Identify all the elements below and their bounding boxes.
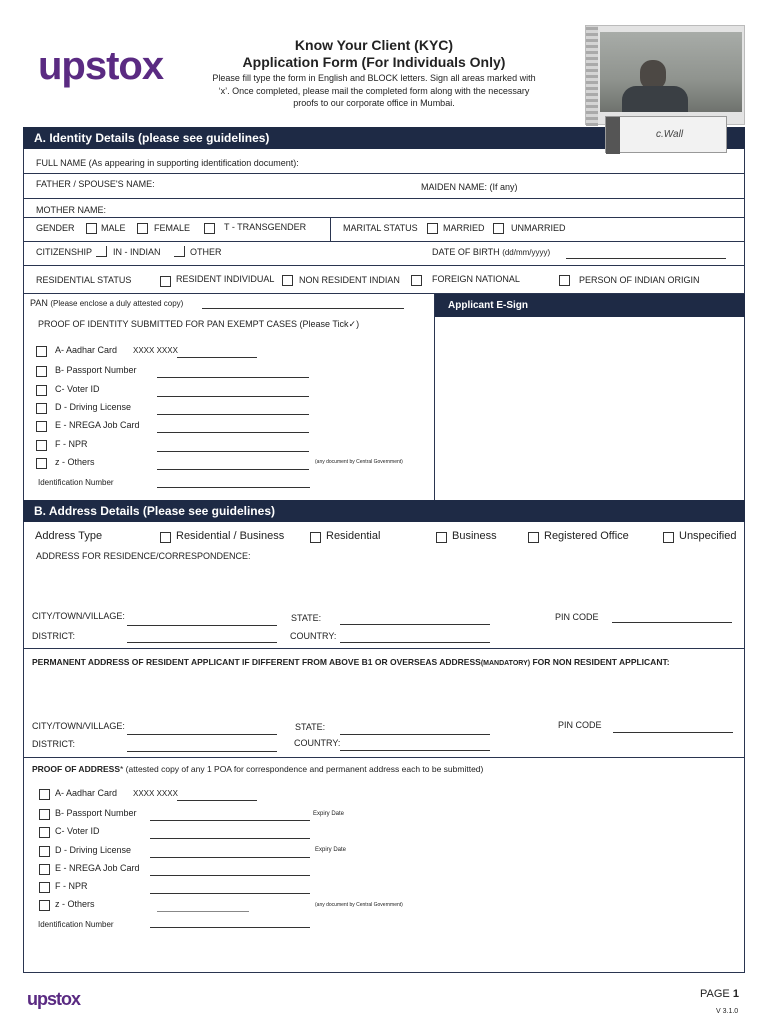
dob-label-text: DATE OF BIRTH: [432, 247, 500, 257]
pio-label: PERSON OF INDIAN ORIGIN: [579, 275, 700, 285]
photo-border-strip: [586, 26, 598, 126]
page-number: [700, 988, 739, 1000]
perm-address-mandatory: (MANDATORY): [480, 660, 531, 667]
address-proof-field[interactable]: [157, 911, 249, 912]
perm-pin-field[interactable]: [613, 732, 733, 733]
address-proof-label: A- Aadhar Card: [55, 788, 118, 798]
citizenship-label: CITIZENSHIP: [36, 247, 93, 257]
poa-note: * (attested copy of any 1 POA for correspondence and permanent address each to be submitted): [120, 764, 484, 774]
identity-proof-checkbox[interactable]: [36, 366, 47, 377]
address-type-label: Residential: [326, 530, 381, 542]
pan-field[interactable]: [202, 308, 404, 309]
address-proof-checkbox[interactable]: [39, 846, 50, 857]
address-proof-field[interactable]: [150, 893, 310, 894]
pan-note: (Please enclose a duly attested copy): [50, 299, 184, 308]
pin-label: PIN CODE: [555, 612, 599, 622]
address-proof-label: F - NPR: [55, 881, 88, 891]
others-note: (any document by Central Government): [315, 459, 403, 465]
marital-status-label: MARITAL STATUS: [343, 223, 418, 233]
resident-individual-label: RESIDENT INDIVIDUAL: [176, 274, 275, 284]
perm-address-label: [32, 657, 670, 667]
perm-state-field[interactable]: [340, 734, 490, 735]
perm-country-field[interactable]: [340, 750, 490, 751]
pin-field[interactable]: [612, 622, 732, 623]
upstox-logo: upstox: [38, 44, 164, 88]
foreign-national-checkbox[interactable]: [411, 275, 422, 286]
address-proof-checkbox[interactable]: [39, 827, 50, 838]
perm-city-label: CITY/TOWN/VILLAGE:: [32, 721, 125, 731]
address-type-checkbox[interactable]: [528, 532, 539, 543]
identity-proof-label: B- Passport Number: [55, 365, 137, 375]
citizen-other-label: OTHER: [190, 247, 222, 257]
instructions-3: proofs to our corporate office in Mumbai.: [293, 98, 455, 108]
photo-frame: [585, 25, 745, 125]
row-divider: [23, 173, 745, 174]
poa-identification-number-label: Identification Number: [38, 920, 114, 929]
perm-address-nri: FOR NON RESIDENT APPLICANT:: [530, 657, 670, 667]
address-proof-checkbox[interactable]: [39, 864, 50, 875]
foreign-national-label: FOREIGN NATIONAL: [432, 274, 520, 284]
identity-proof-label: F - NPR: [55, 439, 88, 449]
gender-female-checkbox[interactable]: [137, 223, 148, 234]
state-label: STATE:: [291, 613, 322, 623]
father-name-label: FATHER / SPOUSE'S NAME:: [36, 179, 155, 189]
form-title: Know Your Client (KYC): [294, 37, 454, 53]
perm-district-label: DISTRICT:: [32, 739, 76, 749]
gender-label: GENDER: [36, 223, 75, 233]
address-proof-field[interactable]: [177, 800, 257, 801]
pan-label: [30, 298, 183, 308]
frame-left: [23, 149, 24, 972]
address-proof-checkbox[interactable]: [39, 809, 50, 820]
identity-proof-label: A- Aadhar Card: [55, 345, 118, 355]
perm-address-text: PERMANENT ADDRESS OF RESIDENT APPLICANT IF DIFFERENT FROM ABOVE B1 OR OVERSEAS ADDRESS: [32, 657, 481, 667]
address-type-checkbox[interactable]: [436, 532, 447, 543]
identity-proof-label: E - NREGA Job Card: [55, 420, 140, 430]
poa-identification-number-field[interactable]: [150, 927, 310, 928]
corr-address-label: ADDRESS FOR RESIDENCE/CORRESPONDENCE:: [36, 551, 251, 561]
country-label: COUNTRY:: [290, 631, 337, 641]
address-proof-checkbox[interactable]: [39, 900, 50, 911]
proof-identity-title: PROOF OF IDENTITY SUBMITTED FOR PAN EXEMPT CASES (Please Tick✓): [38, 319, 360, 329]
section-b-header: [23, 500, 745, 522]
dl-expiry-label: Expiry Date: [315, 847, 347, 853]
address-proof-label: C- Voter ID: [55, 826, 100, 836]
row-divider: [23, 265, 745, 266]
address-proof-label: B- Passport Number: [55, 808, 137, 818]
address-proof-field[interactable]: [150, 875, 310, 876]
applicant-photo: [600, 32, 742, 112]
gender-male-checkbox[interactable]: [86, 223, 97, 234]
identity-proof-field[interactable]: [157, 451, 309, 452]
mother-name-label: MOTHER NAME:: [36, 205, 107, 215]
identity-proof-checkbox[interactable]: [36, 421, 47, 432]
identity-proof-checkbox[interactable]: [36, 346, 47, 357]
poa-title: [32, 764, 483, 774]
page-num: 1: [732, 988, 739, 1000]
district-field[interactable]: [127, 642, 277, 643]
identity-proof-field[interactable]: [157, 469, 309, 470]
passport-expiry-label: Expiry Date: [313, 811, 345, 817]
row-divider-vertical: [330, 217, 331, 241]
identification-number-field[interactable]: [157, 487, 310, 488]
address-type-label: Registered Office: [544, 530, 629, 542]
row-divider: [23, 757, 745, 758]
city-field[interactable]: [127, 625, 277, 626]
instructions-1: Please fill type the form in English and BLOCK letters. Sign all areas marked with: [212, 73, 536, 83]
gender-trans-label: T - TRANSGENDER: [224, 222, 307, 232]
row-divider: [23, 198, 745, 199]
address-type-checkbox[interactable]: [663, 532, 674, 543]
perm-district-field[interactable]: [127, 751, 277, 752]
version-label: V 3.1.0: [716, 1008, 739, 1015]
pan-label-text: PAN: [30, 298, 48, 308]
section-a-title: A. Identity Details (please see guidelines): [34, 131, 270, 145]
identity-proof-field[interactable]: [177, 357, 257, 358]
full-name-label: FULL NAME (As appearing in supporting identification document):: [36, 158, 299, 168]
section-b-title: B. Address Details (Please see guidelines): [34, 504, 275, 518]
frame-bottom: [23, 972, 745, 973]
address-proof-label: z - Others: [55, 899, 95, 909]
signature: c.Wall: [656, 129, 684, 140]
row-divider: [23, 241, 745, 242]
identity-proof-field[interactable]: [157, 377, 309, 378]
address-type-checkbox[interactable]: [160, 532, 171, 543]
resident-individual-checkbox[interactable]: [160, 276, 171, 287]
poa-title-text: PROOF OF ADDRESS: [32, 764, 120, 774]
address-proof-label: E - NREGA Job Card: [55, 863, 140, 873]
country-field[interactable]: [340, 642, 490, 643]
identity-proof-checkbox[interactable]: [36, 458, 47, 469]
citizen-indian-label: IN - INDIAN: [113, 247, 161, 257]
dob-field[interactable]: [566, 258, 726, 259]
address-proof-field[interactable]: [150, 838, 310, 839]
aadhar-mask: XXXX XXXX: [133, 346, 178, 355]
married-label: MARRIED: [443, 223, 485, 233]
district-label: DISTRICT:: [32, 631, 76, 641]
photo-person-body: [622, 86, 688, 112]
address-type-checkbox[interactable]: [310, 532, 321, 543]
gender-male-label: MALE: [101, 223, 126, 233]
signature-dark-edge: [606, 117, 620, 154]
maiden-name-label: MAIDEN NAME: (If any): [421, 182, 518, 192]
address-proof-checkbox[interactable]: [39, 882, 50, 893]
identity-proof-label: D - Driving License: [55, 402, 132, 412]
citizen-other-tick-box[interactable]: [174, 246, 185, 257]
gender-trans-checkbox[interactable]: [204, 223, 215, 234]
address-type-label: Residential / Business: [176, 530, 285, 542]
footer-upstox-logo: upstox: [27, 989, 81, 1009]
citizen-indian-tick-box[interactable]: [96, 246, 107, 257]
identity-proof-field[interactable]: [157, 432, 309, 433]
nri-checkbox[interactable]: [282, 275, 293, 286]
address-proof-checkbox[interactable]: [39, 789, 50, 800]
form-subtitle: Application Form (For Individuals Only): [242, 54, 506, 70]
identity-proof-checkbox[interactable]: [36, 440, 47, 451]
gender-female-label: FEMALE: [154, 223, 191, 233]
identity-proof-label: z - Others: [55, 457, 95, 467]
address-proof-field[interactable]: [150, 820, 310, 821]
perm-state-label: STATE:: [295, 722, 326, 732]
address-type-label: Address Type: [35, 530, 103, 542]
poa-aadhar-mask: XXXX XXXX: [133, 789, 178, 798]
married-checkbox[interactable]: [427, 223, 438, 234]
address-type-label: Business: [452, 530, 497, 542]
page-label: PAGE: [700, 988, 730, 1000]
address-proof-field[interactable]: [150, 857, 310, 858]
signature-box: [605, 116, 727, 153]
dob-format: (dd/mm/yyyy): [502, 248, 551, 257]
dob-label: [432, 247, 550, 257]
identity-proof-field[interactable]: [157, 414, 309, 415]
frame-right: [744, 149, 745, 972]
unmarried-checkbox[interactable]: [493, 223, 504, 234]
poa-others-note: (any document by Central Government): [315, 902, 403, 908]
esign-area[interactable]: [435, 317, 744, 499]
address-proof-label: D - Driving License: [55, 845, 132, 855]
esign-header: [434, 294, 745, 317]
identity-proof-checkbox[interactable]: [36, 385, 47, 396]
row-divider: [23, 217, 745, 218]
instructions-2: ‘x’. Once completed, please mail the completed form along with the necessary: [218, 86, 530, 96]
row-divider: [23, 648, 745, 649]
residential-status-label: RESIDENTIAL STATUS: [36, 275, 132, 285]
identity-proof-field[interactable]: [157, 396, 309, 397]
state-field[interactable]: [340, 624, 490, 625]
perm-city-field[interactable]: [127, 734, 277, 735]
identity-proof-label: C- Voter ID: [55, 384, 100, 394]
perm-country-label: COUNTRY:: [294, 738, 341, 748]
identification-number-label: Identification Number: [38, 478, 114, 487]
esign-label: Applicant E-Sign: [448, 300, 528, 311]
perm-pin-label: PIN CODE: [558, 720, 602, 730]
nri-label: NON RESIDENT INDIAN: [299, 275, 400, 285]
address-type-label: Unspecified: [679, 530, 737, 542]
unmarried-label: UNMARRIED: [511, 223, 566, 233]
pio-checkbox[interactable]: [559, 275, 570, 286]
identity-proof-checkbox[interactable]: [36, 403, 47, 414]
city-label: CITY/TOWN/VILLAGE:: [32, 611, 125, 621]
